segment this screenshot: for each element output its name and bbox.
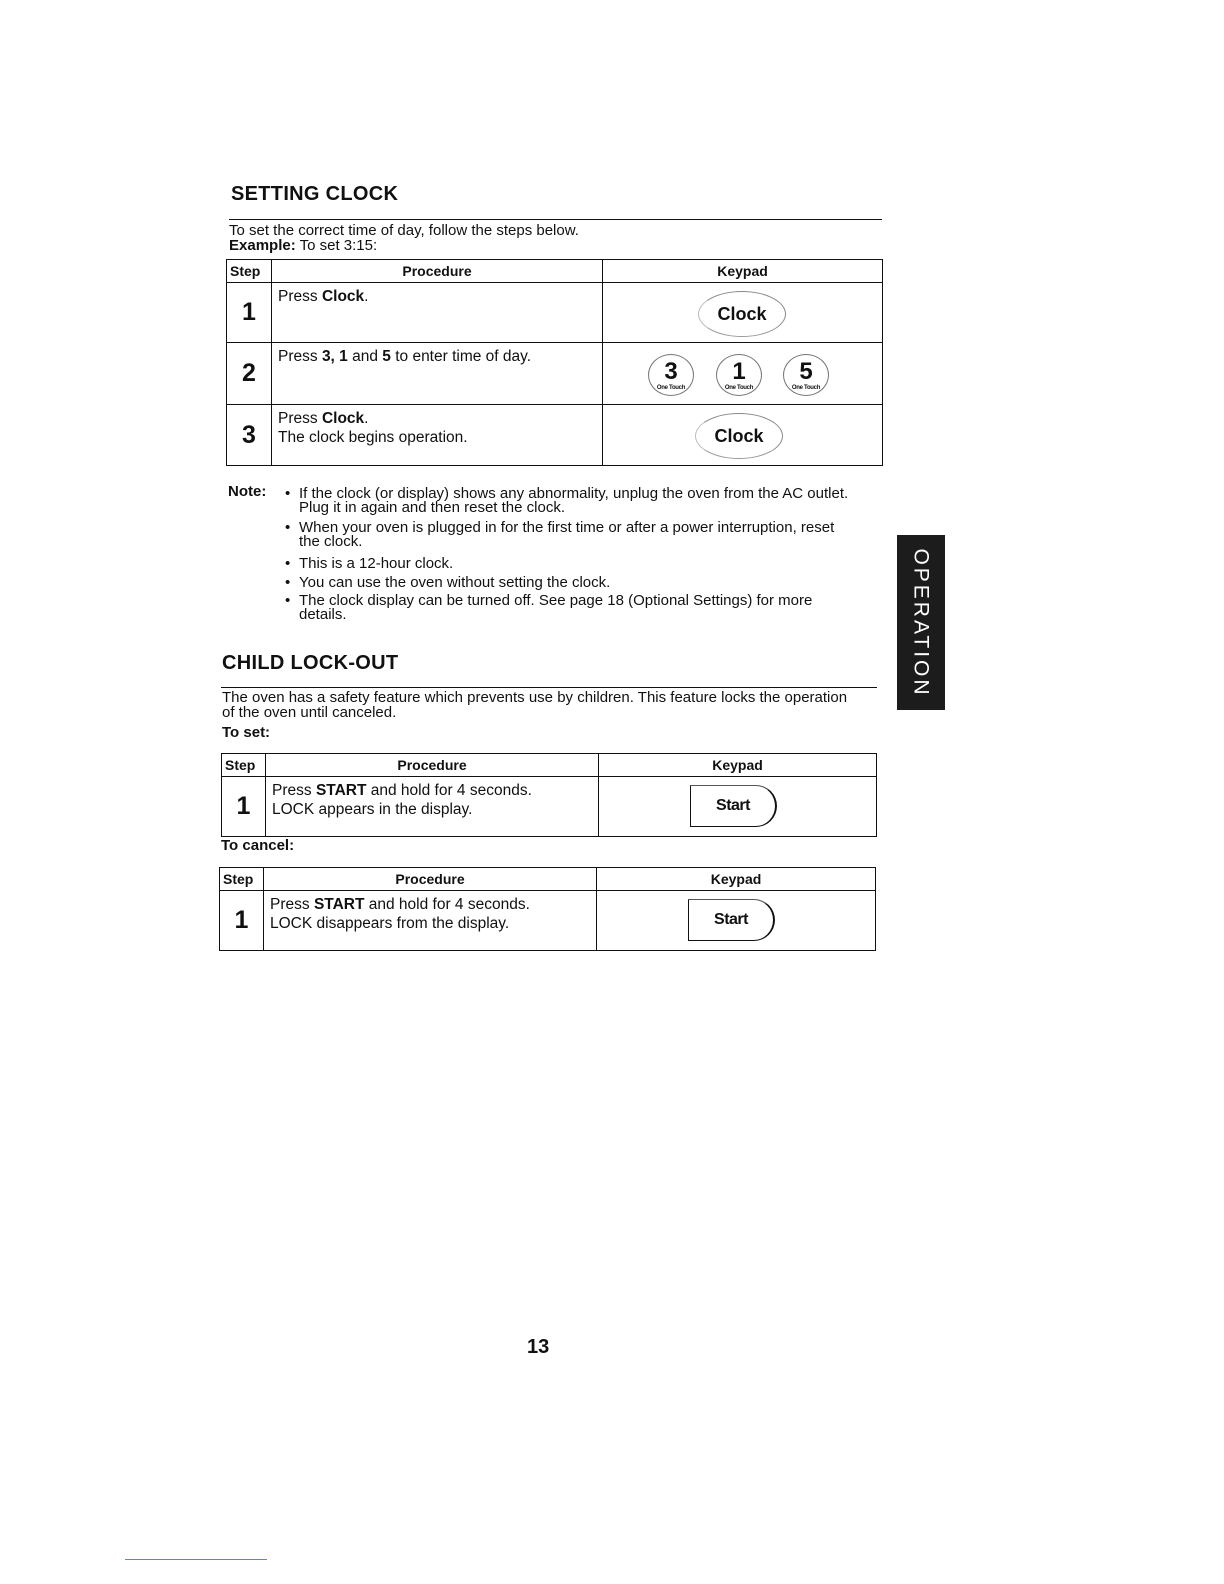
section-rule (221, 687, 877, 688)
header-step: Step (222, 754, 266, 777)
list-item: • The clock display can be turned off. See page 18 (Optional Settings) for more details. (285, 592, 813, 623)
step-keypad (599, 777, 877, 837)
operation-side-tab (897, 535, 945, 710)
step-procedure: Press Clock. (272, 283, 603, 343)
clock-key[interactable]: Clock (698, 291, 786, 337)
section-title-child-lock: CHILD LOCK-OUT (222, 652, 399, 674)
setting-clock-table (226, 259, 883, 466)
example-label: Example: (229, 237, 296, 254)
child-lock-intro: The oven has a safety feature which prevents use by children. This feature locks the operation of the oven until canceled. (222, 689, 848, 721)
to-set-label: To set: (222, 724, 271, 741)
number-1-key[interactable]: 1 One Touch (716, 354, 762, 396)
clock-key[interactable]: Clock (695, 413, 783, 459)
header-keypad: Keypad (603, 260, 883, 283)
step-procedure: Press START and hold for 4 seconds. LOCK disappears from the display. (264, 891, 597, 951)
step-keypad (603, 343, 883, 405)
child-lock-cancel-table (219, 867, 876, 951)
side-tab-label: OPERATION (910, 547, 933, 698)
step-number: 1 (220, 891, 264, 951)
step-keypad (597, 891, 876, 951)
start-key[interactable]: Start (690, 785, 777, 827)
list-item: • If the clock (or display) shows any abnormality, unplug the oven from the AC outlet. Plug it in again and then reset the clock. (285, 485, 849, 516)
step-procedure: Press Clock. The clock begins operation. (272, 405, 603, 466)
page-number: 13 (527, 1336, 550, 1358)
setting-clock-intro: To set the correct time of day, follow the steps below. (229, 222, 579, 239)
step-number: 1 (222, 777, 266, 837)
child-lock-set-table (221, 753, 877, 837)
step-number: 2 (227, 343, 272, 405)
table-row (227, 343, 883, 405)
step-keypad (603, 283, 883, 343)
header-procedure: Procedure (266, 754, 599, 777)
step-procedure: Press START and hold for 4 seconds. LOCK appears in the display. (266, 777, 599, 837)
table-row (227, 405, 883, 466)
header-procedure: Procedure (264, 868, 597, 891)
list-item: • This is a 12-hour clock. (285, 555, 454, 572)
step-number: 1 (227, 283, 272, 343)
header-procedure: Procedure (272, 260, 603, 283)
note-label: Note: (228, 483, 267, 500)
header-step: Step (220, 868, 264, 891)
header-keypad: Keypad (597, 868, 876, 891)
setting-clock-example (229, 238, 377, 253)
header-keypad: Keypad (599, 754, 877, 777)
list-item: • When your oven is plugged in for the first time or after a power interruption, reset the clock. (285, 519, 835, 550)
step-keypad (603, 405, 883, 466)
header-step: Step (227, 260, 272, 283)
section-rule (229, 219, 882, 220)
table-row (227, 283, 883, 343)
to-cancel-label: To cancel: (221, 837, 295, 854)
number-3-key[interactable]: 3 One Touch (648, 354, 694, 396)
section-title-setting-clock: SETTING CLOCK (231, 183, 399, 205)
footer-divider (125, 1559, 267, 1560)
table-row (222, 777, 877, 837)
number-5-key[interactable]: 5 One Touch (783, 354, 829, 396)
start-key[interactable]: Start (688, 899, 775, 941)
table-row (220, 891, 876, 951)
list-item: • You can use the oven without setting the clock. (285, 574, 611, 591)
example-text: To set 3:15: (299, 237, 378, 254)
step-number: 3 (227, 405, 272, 466)
step-procedure: Press 3, 1 and 5 to enter time of day. (272, 343, 603, 405)
